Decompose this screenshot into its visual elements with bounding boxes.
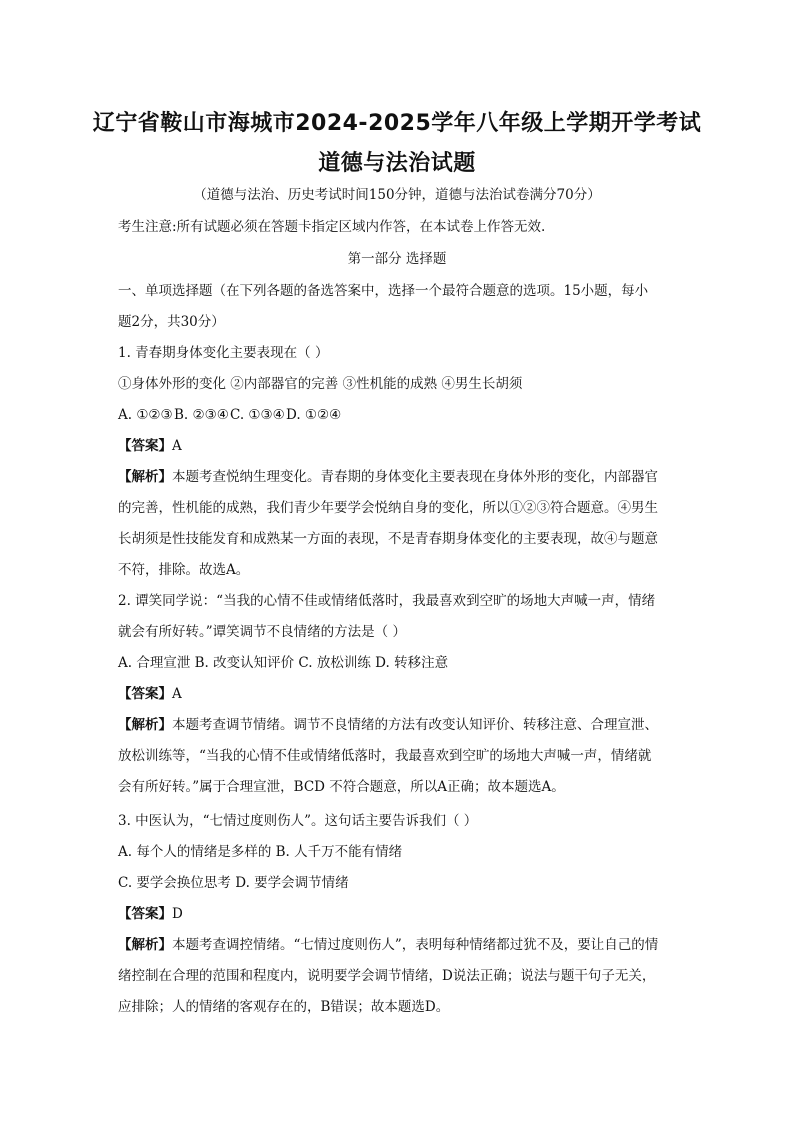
q1-analysis-line2: 的完善，性机能的成熟，我们青少年要学会悦纳自身的变化，所以①②③符合题意。④男生 — [118, 500, 658, 516]
q2-analysis-line3: 会有所好转。”属于合理宣泄，BCD 不符合题意，所以A正确；故本题选A。 — [118, 779, 565, 795]
q2-stem-line2: 就会有所好转。”谭笑调节不良情绪的方法是（ ） — [118, 624, 406, 640]
q1-analysis-line3: 长胡须是性技能发育和成熟某一方面的表现，不是青春期身体变化的主要表现，故④与题意 — [118, 531, 658, 547]
q2-analysis-line2: 放松训练等，“当我的心情不佳或情绪低落时，我最喜欢到空旷的场地大声喊一声，情绪就 — [118, 748, 652, 764]
q1-analysis-text1: 本题考查悦纳生理变化。青春期的身体变化主要表现在身体外形的变化，内部器官 — [172, 469, 658, 485]
q1-option-c: C. ①③④ — [230, 407, 285, 423]
answer-label: 【答案】 — [118, 438, 172, 454]
q1-answer-value: A — [172, 438, 182, 454]
q2-answer — [118, 684, 678, 704]
q1-option-a: A. ①②③ — [118, 407, 173, 423]
q2-answer-value: A — [172, 686, 182, 702]
q1-option-d: D. ①②④ — [286, 407, 342, 423]
q3-stem: 3. 中医认为，“七情过度则伤人”。这句话主要告诉我们（ ） — [118, 813, 478, 829]
analysis-label: 【解析】 — [118, 937, 172, 953]
q3-options-line2: C. 要学会换位思考 D. 要学会调节情绪 — [118, 875, 349, 891]
analysis-label: 【解析】 — [118, 717, 172, 733]
q3-analysis-text1: 本题考查调控情绪。“七情过度则伤人”，表明每种情绪都过犹不及，要让自己的情 — [172, 937, 659, 953]
analysis-label: 【解析】 — [118, 469, 172, 485]
q1-items: ①身体外形的变化 ②内部器官的完善 ③性机能的成熟 ④男生长胡须 — [118, 376, 523, 392]
notice: 考生注意:所有试题必须在答题卡指定区域内作答，在本试卷上作答无效. — [118, 219, 546, 235]
q1-analysis-line4: 不符，排除。故选A。 — [118, 562, 250, 578]
q3-analysis-line1 — [118, 935, 678, 955]
q3-answer-value: D — [172, 906, 183, 922]
page-title-line2: 道德与法治试题 — [318, 151, 476, 176]
q2-analysis-line1 — [118, 715, 678, 735]
part-title: 第一部分 选择题 — [347, 251, 447, 267]
q2-analysis-text1: 本题考查调节情绪。调节不良情绪的方法有改变认知评价、转移注意、合理宣泄、 — [172, 717, 658, 733]
answer-label: 【答案】 — [118, 686, 172, 702]
exam-info: （道德与法治、历史考试时间150分钟，道德与法治试卷满分70分） — [193, 187, 601, 203]
q2-stem-line1: 2. 谭笑同学说：“当我的心情不佳或情绪低落时，我最喜欢到空旷的场地大声喊一声，情绪 — [118, 593, 656, 609]
q3-analysis-line3: 应排除；人的情绪的客观存在的，B错误；故本题选D。 — [118, 999, 450, 1015]
section-intro-line1: 一、单项选择题（在下列各题的备选答案中，选择一个最符合题意的选项。15小题，每小 — [118, 283, 649, 299]
page-title-line1: 辽宁省鞍山市海城市2024-2025学年八年级上学期开学考试 — [92, 111, 702, 136]
section-intro-line2: 题2分，共30分） — [118, 314, 225, 330]
q2-options: A. 合理宣泄 B. 改变认知评价 C. 放松训练 D. 转移注意 — [118, 655, 449, 671]
q1-answer — [118, 436, 678, 456]
q3-analysis-line2: 绪控制在合理的范围和程度内，说明要学会调节情绪，D说法正确；说法与题干句子无关， — [118, 968, 656, 984]
q3-answer — [118, 904, 678, 924]
q1-stem: 1. 青春期身体变化主要表现在（ ） — [118, 345, 329, 361]
q1-analysis-line1 — [118, 467, 678, 487]
answer-label: 【答案】 — [118, 906, 172, 922]
q1-option-b: B. ②③④ — [174, 407, 229, 423]
q3-options-line1: A. 每个人的情绪是多样的 B. 人千万不能有情绪 — [118, 844, 403, 860]
q1-options — [118, 405, 678, 425]
